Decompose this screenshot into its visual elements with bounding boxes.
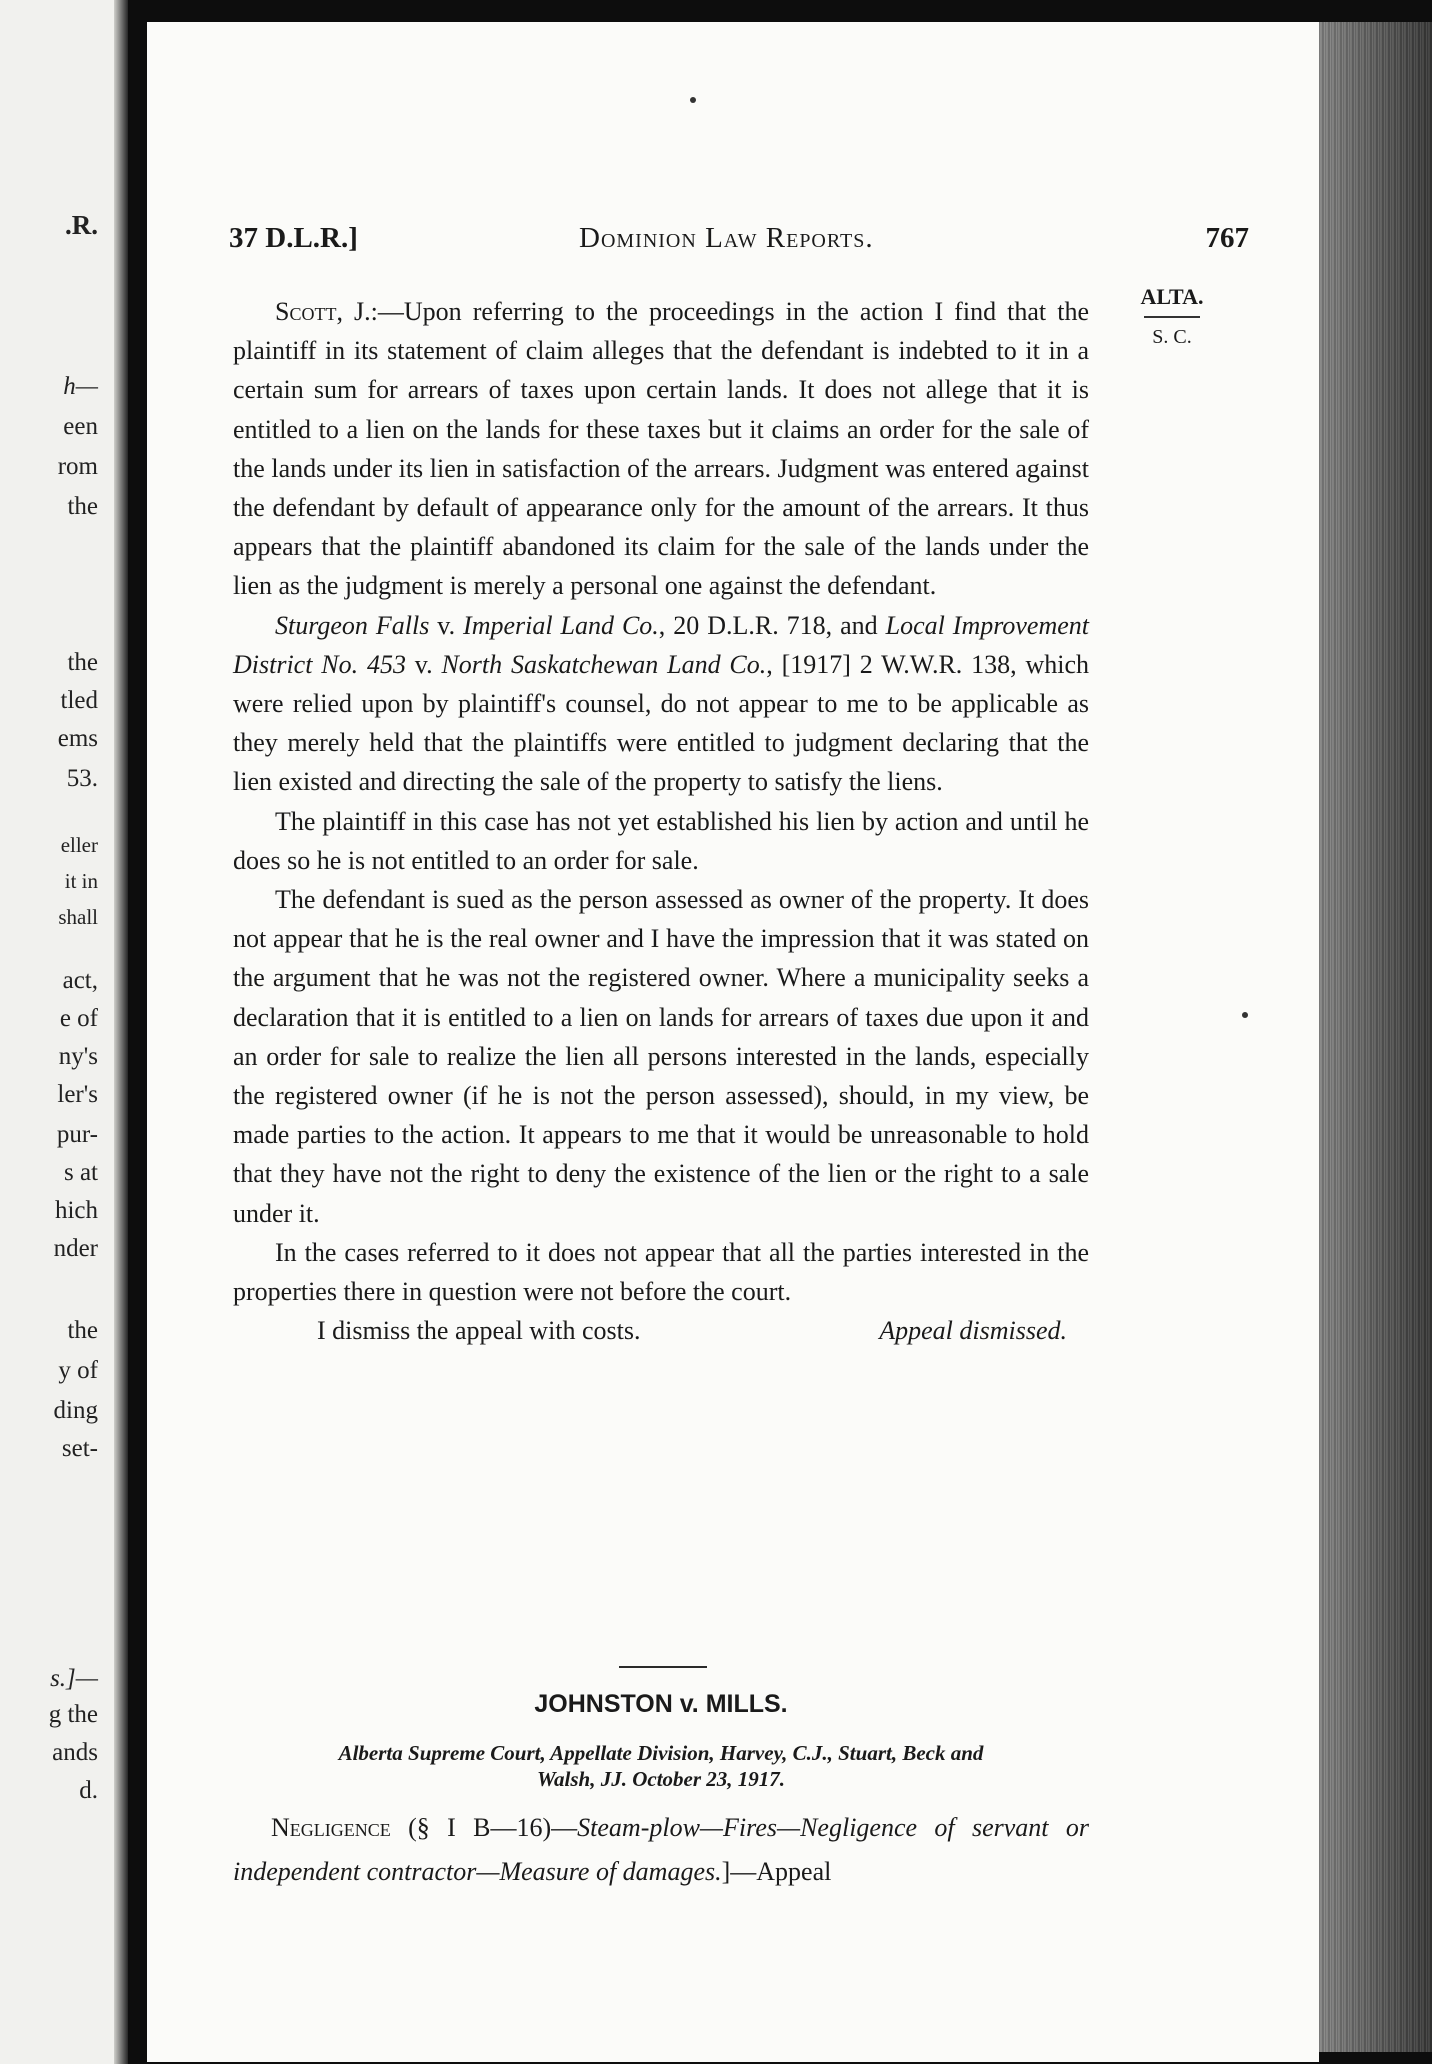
paragraph-1 [233, 292, 1089, 606]
judge-name: Scott, J. [275, 297, 371, 326]
left-page-fragment: the [67, 493, 98, 520]
page-edges [1319, 22, 1432, 2052]
left-page-fragment: d. [79, 1777, 98, 1804]
left-page-fragment: it in [64, 869, 98, 893]
left-page-fragment: y of [58, 1357, 98, 1384]
speck [690, 97, 696, 103]
case-name: Local Improvement District No. 453 [233, 610, 1089, 679]
case-name: Sturgeon Falls [275, 610, 430, 640]
disposition-line [233, 1311, 1089, 1350]
headnote [233, 1806, 1089, 1894]
citation: , 20 D.L.R. 718, and [658, 610, 886, 640]
left-page-fragment: hich [54, 1197, 98, 1224]
court-line-2: Walsh, JJ. October 23, 1917. [536, 1767, 786, 1791]
versus: v. [405, 649, 442, 679]
left-page-fragment: shall [58, 905, 98, 929]
section-separator [619, 1666, 707, 1668]
left-page-fragment: s at [63, 1159, 98, 1186]
left-page-fragment: 53. [66, 765, 98, 792]
left-page-fragment: the [67, 649, 98, 676]
versus: v. [429, 610, 464, 640]
left-page-fragment: the [67, 1317, 98, 1344]
left-page-fragment: g the [48, 1701, 98, 1728]
facing-left-page [0, 0, 128, 2064]
case-title: JOHNSTON v. MILLS. [534, 1690, 788, 1718]
book-gutter [114, 0, 128, 2064]
paragraph-2 [233, 606, 1089, 802]
paragraph-2-text: , [1917] 2 W.W.R. 138, which were relied upon by plaintiff's counsel, do not appear to me to be applicable as they merely held that the plaintiffs were entitled to judgment declaring that the lien existed and directing the sale of the property to satisfy the liens. [233, 649, 1090, 797]
running-header [229, 222, 1249, 262]
province-label: ALTA. [1140, 284, 1204, 309]
left-page-fragment: ands [52, 1739, 98, 1766]
dismissal-text: I dismiss the appeal with costs. [317, 1316, 641, 1346]
paragraph-4: The defendant is sued as the person assessed as owner of the property. It does not appear that he is the real owner and I have the impression that it was stated on the argument that he was not the registered owner. Where a municipality seeks a declaration that it is entitled to a lien on lands for arrears of taxes due upon it and an order for sale to realize the lien all persons interested in the lands, especially the registered owner (if he is not the person assessed), should, in my view, be made parties to the action. It appears to me that it would be unreasonable to hold that they have not the right to deny the existence of the lien or the right to a sale under it. [233, 885, 1089, 1228]
left-page-fragment: pur- [56, 1121, 98, 1148]
paragraph-3: The plaintiff in this case has not yet established his lien by action and until he does so he is not entitled to an order for sale. [233, 806, 1089, 875]
result-text: Appeal dismissed. [879, 1316, 1067, 1346]
left-page-fragment: act, [62, 967, 98, 994]
paragraph-1-text: :—Upon referring to the proceedings in the action I find that the plaintiff in its statement of claim alleges that the defendant is indebted to it in a certain sum for arrears of taxes upon certain lands. It does not allege that it is entitled to a lien on the lands for these taxes but it claims an order for the sale of the lands under its lien in satisfaction of the arrears. Judgment was entered against the defendant by default of appearance only for the amount of the arrears. It thus appears that the plaintiff abandoned its claim for the sale of the lands under the lien as the judgment is merely a personal one against the defendant. [233, 297, 1089, 601]
volume-reference: 37 D.L.R.] [229, 222, 358, 254]
headnote-paragraph [233, 1806, 1089, 1894]
case-name: North Saskatchewan Land Co. [441, 649, 767, 679]
left-page-fragment: tled [60, 687, 98, 714]
judgment-body [233, 292, 1089, 1350]
left-page-fragment: nder [53, 1235, 98, 1262]
court-line-1: Alberta Supreme Court, Appellate Division, Harvey, C.J., Stuart, Beck and [338, 1741, 984, 1765]
left-page-fragment: ems [57, 725, 98, 752]
case-name: Imperial Land Co. [463, 610, 659, 640]
speck [1242, 1012, 1248, 1018]
page-number: 767 [1205, 222, 1249, 254]
headnote-tail: ]—Appeal [721, 1857, 832, 1886]
book-page [147, 22, 1319, 2062]
left-page-fragment: ler's [57, 1081, 98, 1108]
publication-title: Dominion Law Reports. [579, 222, 874, 254]
paragraph-5: In the cases referred to it does not appear that all the parties interested in the properties there in question were not before the court. [233, 1237, 1089, 1307]
left-page-fragment: .R. [65, 210, 98, 240]
left-page-fragment: een [63, 413, 98, 440]
left-page-fragment: rom [57, 453, 98, 480]
headnote-section: (§ I B—16)— [390, 1813, 578, 1842]
left-page-fragment: set- [61, 1435, 98, 1462]
headnote-topic: Negligence [271, 1813, 391, 1842]
court-and-date [247, 1740, 1075, 1792]
margin-rule [1144, 316, 1200, 318]
left-page-fragment: s.]— [50, 1665, 98, 1692]
margin-note [1127, 284, 1217, 349]
left-page-fragment: eller [60, 833, 98, 857]
court-label: S. C. [1152, 326, 1192, 348]
left-page-fragment: ding [53, 1397, 98, 1424]
left-page-fragment: e of [59, 1005, 98, 1032]
left-page-fragment: h— [63, 373, 98, 400]
headnote-subject: Steam-plow—Fires—Negligence of servant or independent contractor—Measure of damages. [233, 1813, 1089, 1886]
left-page-fragment: ny's [58, 1043, 98, 1070]
